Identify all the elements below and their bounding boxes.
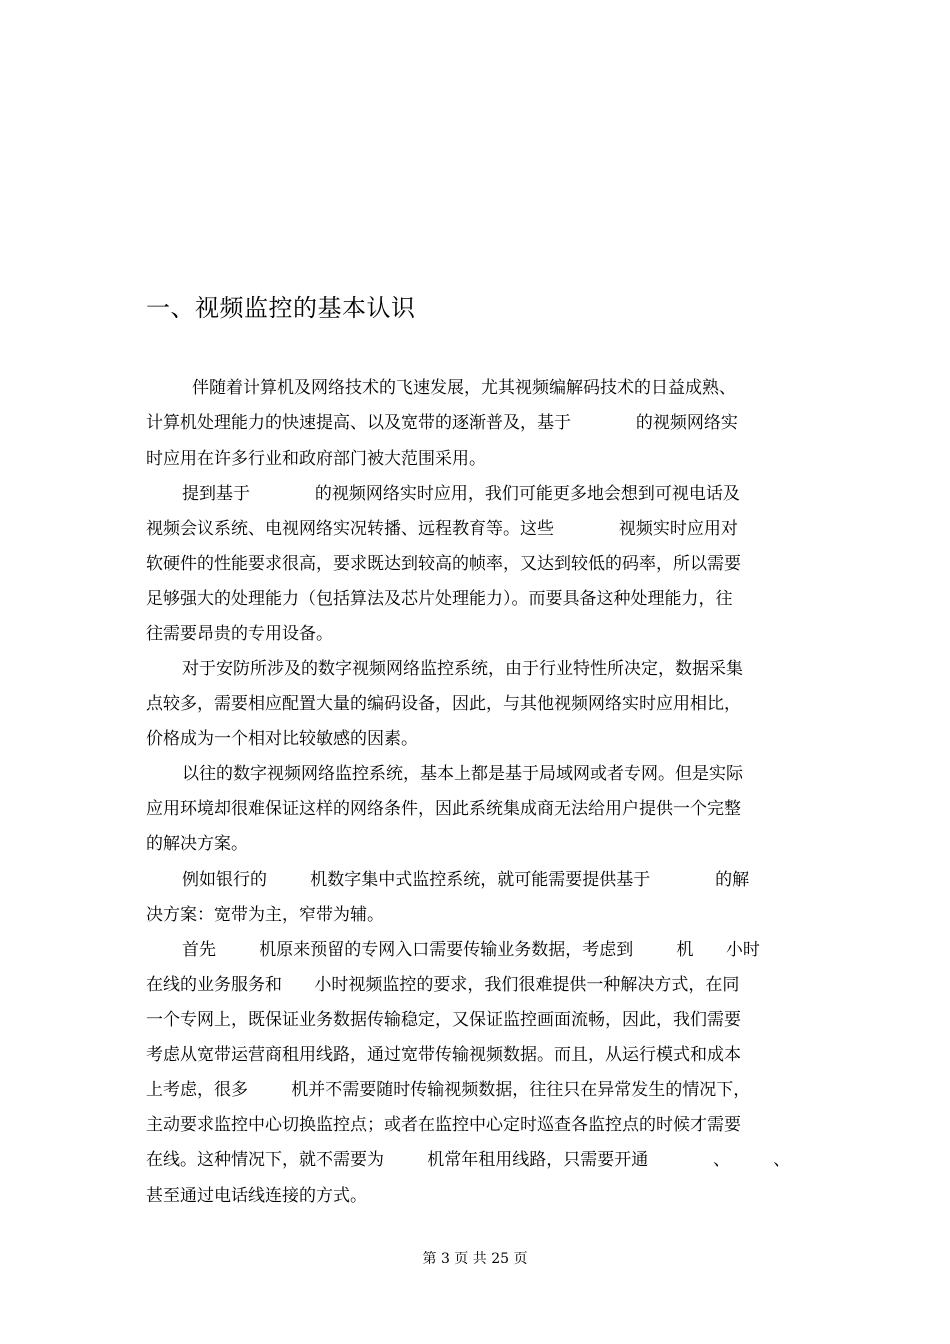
section-heading: 一、视频监控的基本认识 bbox=[146, 294, 416, 322]
page-number-footer: 第 3 页 共 25 页 bbox=[422, 1251, 528, 1267]
text-line: 提到基于 的视频网络实时应用，我们可能更多地会想到可视电话及 bbox=[182, 484, 740, 504]
text-line: 应用环境却很难保证这样的网络条件，因此系统集成商无法给用户提供一个完整 bbox=[146, 799, 741, 819]
text-line: 例如银行的 机数字集中式监控系统，就可能需要提供基于 的解 bbox=[182, 870, 750, 890]
text-line: 甚至通过电话线连接的方式。 bbox=[146, 1186, 367, 1206]
text-line: 往需要昂贵的专用设备。 bbox=[146, 624, 333, 644]
text-line: 一个专网上，既保证业务数据传输稳定，又保证监控画面流畅，因此，我们需要 bbox=[146, 1010, 741, 1030]
text-line: 首先 机原来预留的专网入口需要传输业务数据，考虑到 机 小时 bbox=[182, 940, 760, 960]
text-line: 考虑从宽带运营商租用线路，通过宽带传输视频数据。而且，从运行模式和成本 bbox=[146, 1045, 741, 1065]
text-line: 软硬件的性能要求很高，要求既达到较高的帧率，又达到较低的码率，所以需要 bbox=[146, 554, 741, 574]
text-line: 价格成为一个相对比较敏感的因素。 bbox=[146, 729, 418, 749]
text-line: 在线。这种情况下，就不需要为 机常年租用线路，只需要开通 、 、 bbox=[146, 1150, 791, 1170]
text-line: 主动要求监控中心切换监控点；或者在监控中心定时巡查各监控点的时候才需要 bbox=[146, 1115, 741, 1135]
text-line: 以往的数字视频网络监控系统，基本上都是基于局域网或者专网。但是实际 bbox=[182, 764, 743, 784]
text-line: 决方案：宽带为主，窄带为辅。 bbox=[146, 905, 384, 925]
text-line: 对于安防所涉及的数字视频网络监控系统，由于行业特性所决定，数据采集 bbox=[182, 659, 743, 679]
text-line: 时应用在许多行业和政府部门被大范围采用。 bbox=[146, 449, 486, 469]
text-line: 的解决方案。 bbox=[146, 834, 248, 854]
text-line: 足够强大的处理能力（包括算法及芯片处理能力）。而要具备这种处理能力，往 bbox=[146, 589, 733, 609]
text-line: 在线的业务服务和 小时视频监控的要求，我们很难提供一种解决方式，在同 bbox=[146, 975, 740, 995]
text-line: 计算机处理能力的快速提高、以及宽带的逐渐普及，基于 的视频网络实 bbox=[146, 413, 738, 433]
text-line: 视频会议系统、电视网络实况转播、远程教育等。这些 视频实时应用对 bbox=[146, 519, 738, 539]
text-line: 点较多，需要相应配置大量的编码设备，因此，与其他视频网络实时应用相比， bbox=[146, 694, 741, 714]
text-line: 上考虑，很多 机并不需要随时传输视频数据，往往只在异常发生的情况下， bbox=[146, 1080, 751, 1100]
text-line: 伴随着计算机及网络技术的飞速发展，尤其视频编解码技术的日益成熟、 bbox=[192, 378, 736, 398]
